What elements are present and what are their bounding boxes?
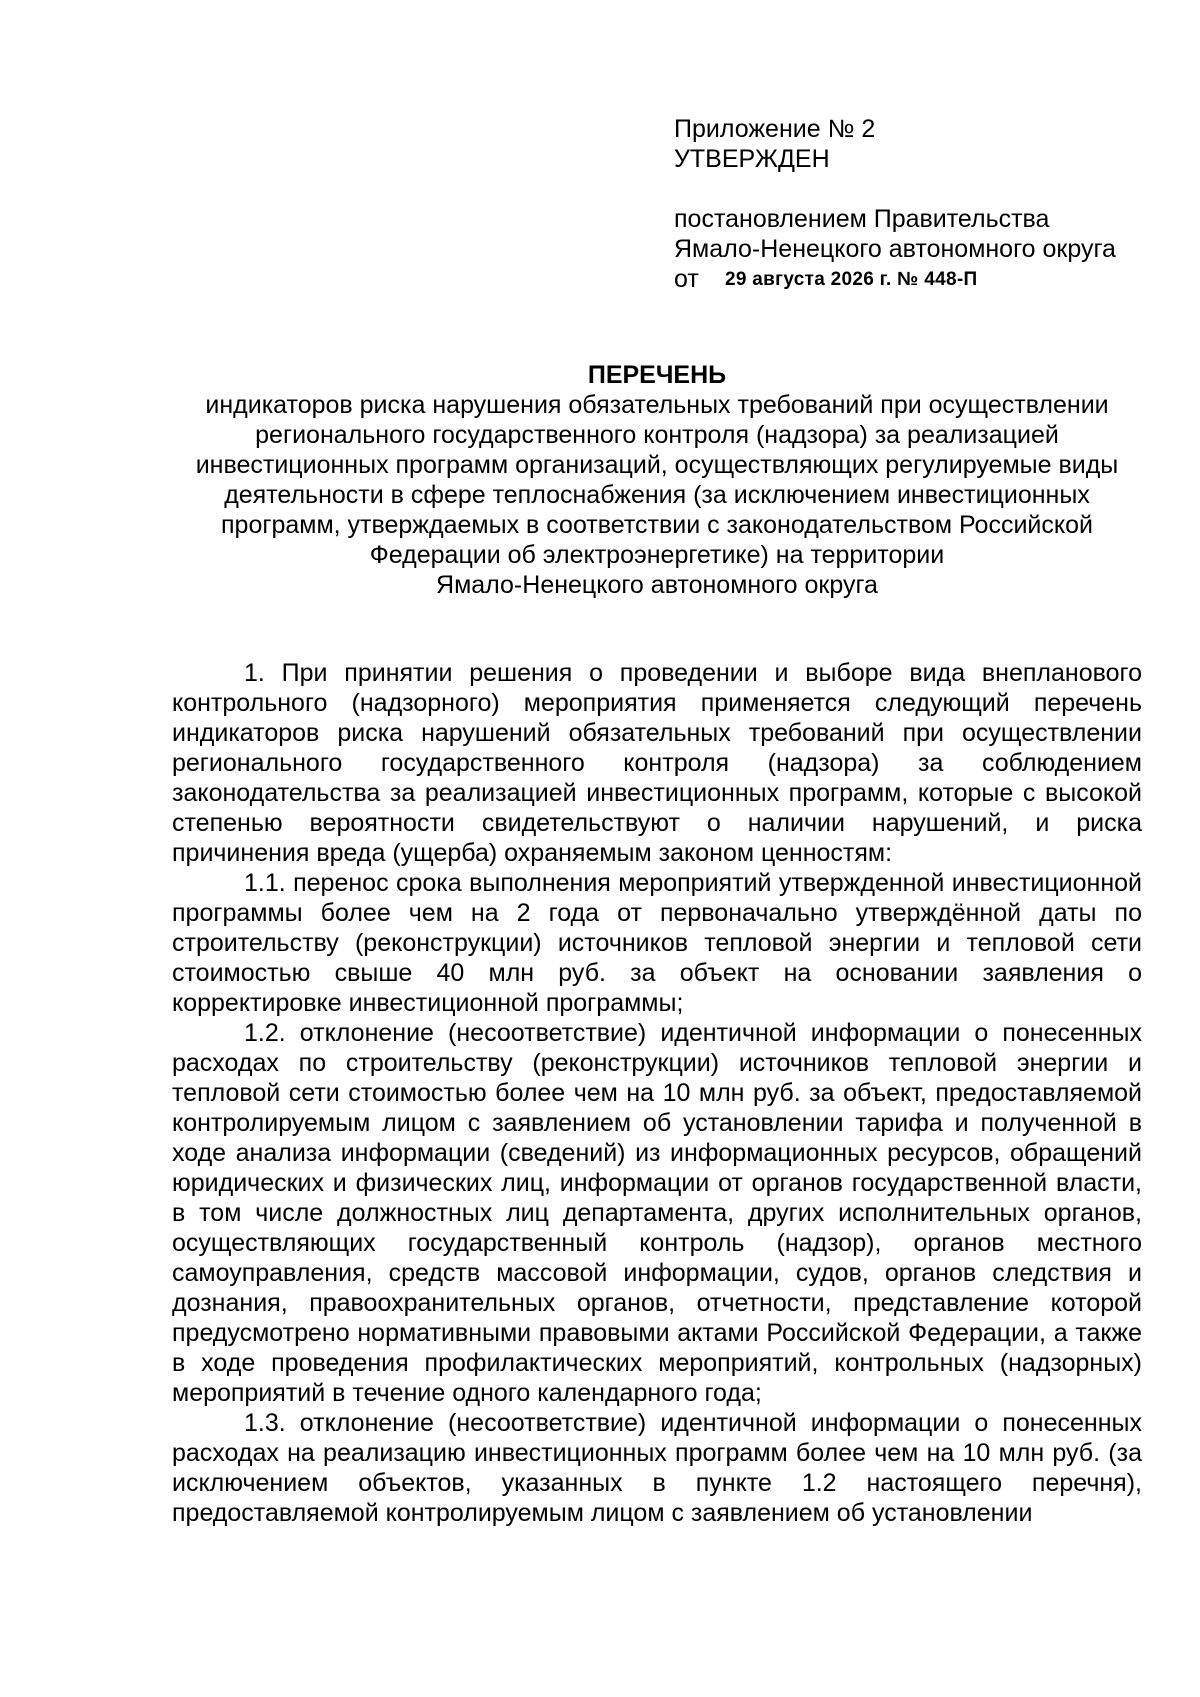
approval-block [674,114,1174,297]
resolution-date-line [674,264,1174,297]
title-line: инвестиционных программ организаций, осуществляющих регулируемые виды [195,451,1119,479]
document-title [172,360,1142,600]
spacer [674,174,1174,204]
resolution-date-number: 29 августа 2026 г. № 448-П [724,269,978,290]
resolution-label: постановлением Правительства [674,205,1050,233]
title-line: индикаторов риска нарушения обязательных требований при осуществлении [205,391,1109,419]
title-line: деятельности в сфере теплоснабжения (за исключением инвестиционных [224,481,1090,509]
paragraph-1-3: 1.3. отклонение (несоответствие) идентичной информации о понесенных расходах на реализацию инвестиционных программ более чем на 10 млн руб. (за исключением объектов, указанных в пункте 1.2 настоящего перечня), предоставляемой контролируемым лицом с заявлением об установлении [172,1409,1142,1527]
date-prefix: от [674,265,699,293]
paragraph-1: 1. При принятии решения о проведении и выборе вида внепланового контрольного (надзорного) мероприятия применяется следующий перечень индикаторов риска нарушений обязательных требований при осуществлении регионального государственного контроля (надзора) за соблюдением законодательства за реализацией инвестиционных программ, которые с высокой степенью вероятности свидетельствуют о наличии нарушений, и риска причинения вреда (ущерба) охраняемым законом ценностям: [172,659,1142,867]
document-body [172,658,1142,1528]
appendix-number: Приложение № 2 [674,115,876,143]
government-name: Ямало-Ненецкого автономного округа [674,235,1116,263]
paragraph-1-2: 1.2. отклонение (несоответствие) идентичной информации о понесенных расходах по строительству (реконструкции) источников тепловой энергии и тепловой сети стоимостью более чем на 10 млн руб. за объект, предоставляемой контролируемым лицом с заявлением об установлении тарифа и полученной в ходе анализа информации (сведений) из информационных ресурсов, обращений юридических и физических лиц, информации от органов государственной власти, в том числе должностных лиц департамента, других исполнительных органов, осуществляющих государственный контроль (надзор), органов местного самоуправления, средств массовой информации, судов, органов следствия и дознания, правоохранительных органов, отчетности, представление которой предусмотрено нормативными правовыми актами Российской Федерации, а также в ходе проведения профилактических мероприятий, контрольных (надзорных) мероприятий в течение одного календарного года; [172,1019,1142,1407]
paragraph-1-1: 1.1. перенос срока выполнения мероприятий утвержденной инвестиционной программы более чем на 2 года от первоначально утверждённой даты по строительству (реконструкции) источников тепловой энергии и тепловой сети стоимостью свыше 40 млн руб. за объект на основании заявления о корректировке инвестиционной программы; [172,869,1142,1017]
title-line: Ямало-Ненецкого автономного округа [436,571,878,599]
title-line: программ, утверждаемых в соответствии с законодательством Российской [221,511,1093,539]
title-line: Федерации об электроэнергетике) на территории [369,541,945,569]
title-heading: ПЕРЕЧЕНЬ [587,361,727,389]
title-line: регионального государственного контроля (надзора) за реализацией [255,421,1059,449]
approved-label: УТВЕРЖДЕН [674,145,830,173]
